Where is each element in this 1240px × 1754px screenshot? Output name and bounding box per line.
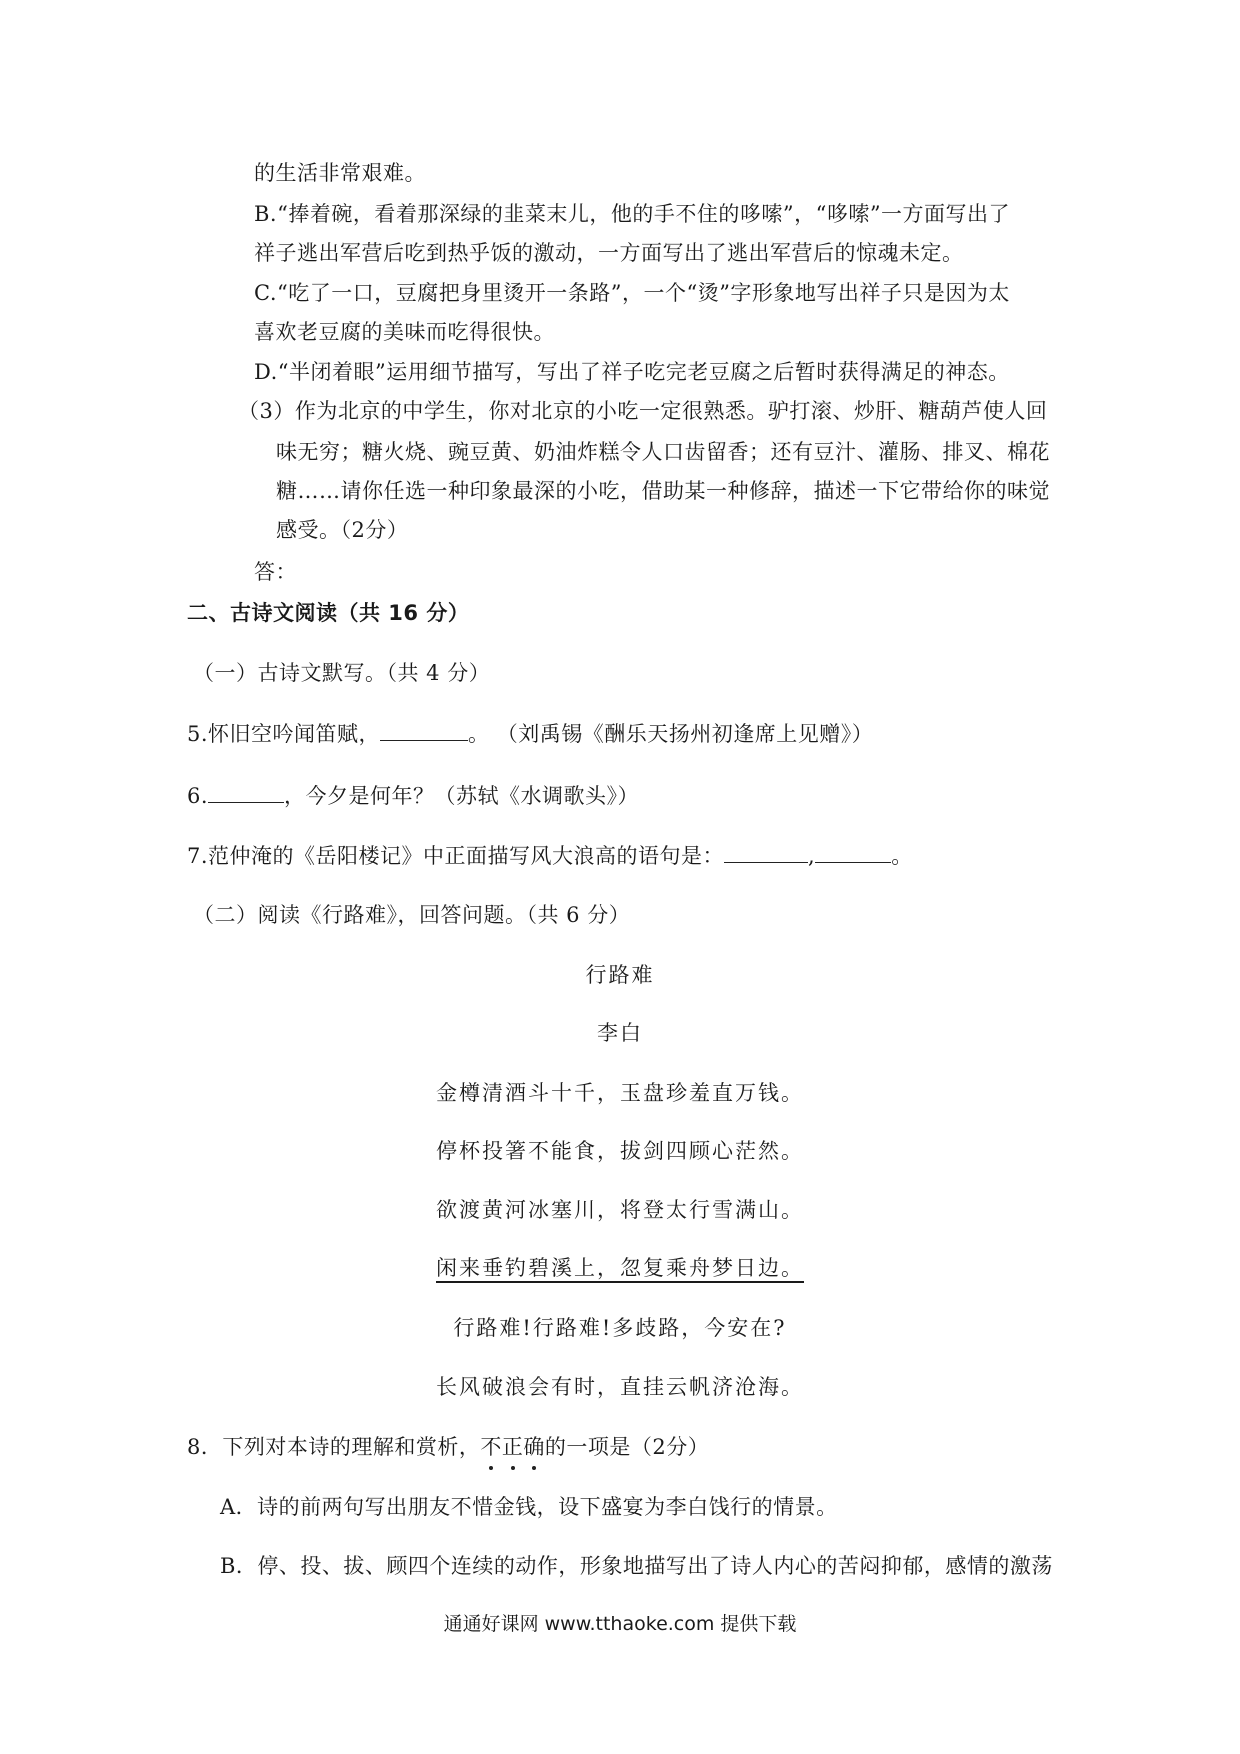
question-8-option-b: B．停、投、拔、顾四个连续的动作，形象地描写出了诗人内心的苦闷抑郁，感情的激荡 bbox=[220, 1554, 1053, 1578]
period: 。 bbox=[891, 844, 913, 868]
section-title: 二、古诗文阅读（共 16 分） bbox=[187, 601, 470, 625]
emphasis-char: 确 bbox=[523, 1432, 545, 1462]
emphasis-char: 不 bbox=[480, 1432, 502, 1462]
question-3-line-3: 糖……请你任选一种印象最深的小吃，借助某一种修辞，描述一下它带给你的味觉 bbox=[276, 479, 1050, 503]
question-6-number: 6. bbox=[187, 784, 209, 808]
poem-line-6: 长风破浪会有时，直挂云帆济沧海。 bbox=[436, 1375, 804, 1399]
subsection-1-title: （一）古诗文默写。（共 4 分） bbox=[193, 661, 491, 685]
question-5-source: 。 （刘禹锡《酬乐天扬州初逢席上见赠》） bbox=[468, 722, 874, 746]
subsection-2-title: （二）阅读《行路难》，回答问题。（共 6 分） bbox=[193, 903, 631, 927]
option-b-line-2: 祥子逃出军营后吃到热乎饭的激动，一方面写出了逃出军营后的惊魂未定。 bbox=[254, 241, 964, 265]
question-8-option-a: A．诗的前两句写出朋友不惜金钱，设下盛宴为李白饯行的情景。 bbox=[220, 1495, 838, 1519]
answer-blank[interactable] bbox=[815, 840, 891, 863]
question-7-text: 7.范仲淹的《岳阳楼记》中正面描写风大浪高的语句是： bbox=[187, 844, 725, 868]
comma: , bbox=[808, 844, 816, 868]
answer-blank[interactable] bbox=[380, 718, 468, 741]
question-3-line-1: （3）作为北京的中学生，你对北京的小吃一定很熟悉。驴打滚、炒肝、糖葫芦使人回 bbox=[238, 399, 1048, 423]
footer-text: 通通好课网 www.tthaoke.com 提供下载 bbox=[443, 1613, 797, 1635]
text-line: 的生活非常艰难。 bbox=[254, 161, 426, 185]
option-d-line: D.“半闭着眼”运用细节描写，写出了祥子吃完老豆腐之后暂时获得满足的神态。 bbox=[254, 360, 1010, 384]
poem-line-4-underlined bbox=[0, 1253, 1240, 1283]
question-5-text: 5.怀旧空吟闻笛赋， bbox=[187, 722, 381, 746]
answer-blank[interactable] bbox=[208, 780, 284, 803]
option-c-line-2: 喜欢老豆腐的美味而吃得很快。 bbox=[254, 320, 555, 344]
question-6 bbox=[187, 780, 639, 811]
poem-title: 行路难 bbox=[585, 963, 655, 987]
question-3-line-4: 感受。（2分） bbox=[276, 518, 409, 542]
stem-text: 8．下列对本诗的理解和赏析， bbox=[187, 1435, 481, 1459]
question-6-text: ，今夕是何年？（苏轼《水调歌头》） bbox=[284, 784, 640, 808]
poem-line-2: 停杯投箸不能食，拔剑四顾心茫然。 bbox=[436, 1139, 804, 1163]
poem-author: 李白 bbox=[597, 1021, 643, 1045]
question-5 bbox=[187, 718, 873, 749]
answer-blank[interactable] bbox=[724, 840, 808, 863]
underlined-line: 闲来垂钓碧溪上，忽复乘舟梦日边。 bbox=[436, 1256, 804, 1280]
option-b-line-1: B.“捧着碗，看着那深绿的韭菜末儿，他的手不住的哆嗦”，“哆嗦”一方面写出了 bbox=[254, 202, 1011, 226]
question-3-line-2: 味无穷；糖火烧、豌豆黄、奶油炸糕令人口齿留香；还有豆汁、灌肠、排叉、棉花 bbox=[276, 440, 1050, 464]
emphasis-char: 正 bbox=[502, 1432, 524, 1462]
question-8-stem bbox=[187, 1432, 709, 1462]
poem-line-5: 行路难!行路难!多歧路，今安在? bbox=[453, 1316, 787, 1340]
option-c-line-1: C.“吃了一口，豆腐把身里烫开一条路”，一个“烫”字形象地写出祥子只是因为太 bbox=[254, 281, 1010, 305]
poem-line-1: 金樽清酒斗十千，玉盘珍羞直万钱。 bbox=[436, 1081, 804, 1105]
question-7 bbox=[187, 840, 913, 871]
answer-label: 答： bbox=[254, 560, 297, 584]
poem-line-3: 欲渡黄河冰塞川，将登太行雪满山。 bbox=[436, 1198, 804, 1222]
stem-text-end: 的一项是（2分） bbox=[544, 1435, 710, 1459]
